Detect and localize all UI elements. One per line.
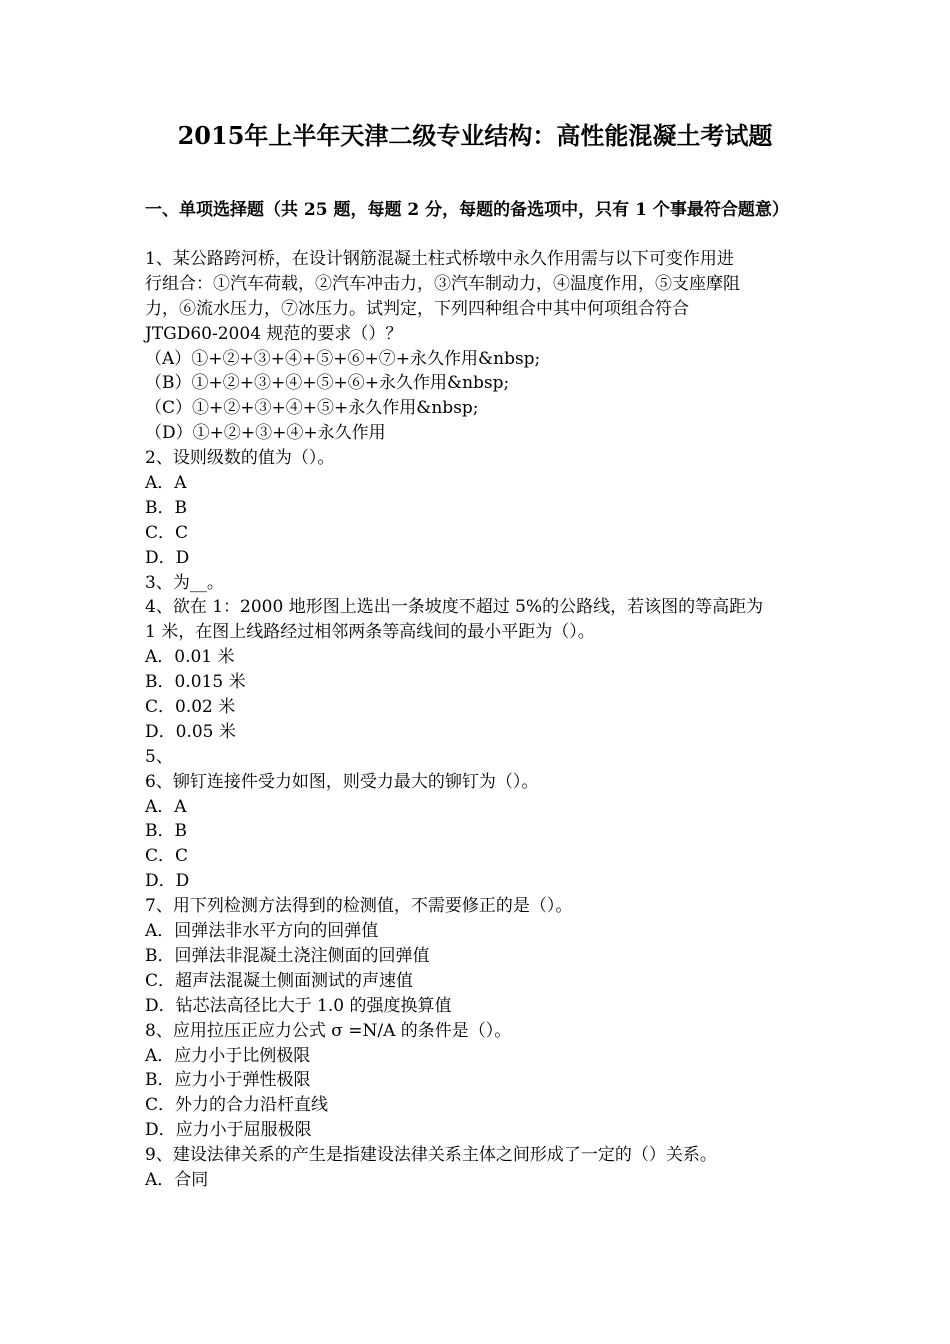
answer-option: C．C	[145, 522, 189, 543]
question-text-line: 5、	[145, 746, 173, 767]
answer-option: D．D	[145, 547, 190, 568]
question-list	[145, 247, 825, 1193]
question-text-line: 2、设则级数的值为（）。	[145, 448, 335, 469]
answer-option: B．B	[145, 821, 187, 842]
answer-option: （A）①+②+③+④+⑤+⑥+⑦+永久作用&nbsp;	[145, 348, 541, 369]
answer-option: A．应力小于比例极限	[145, 1045, 311, 1066]
question-4	[145, 595, 825, 744]
question-text-line: 8、应用拉压正应力公式 σ =N/A 的条件是（）。	[145, 1020, 512, 1041]
question-7	[145, 894, 825, 1018]
question-2	[145, 446, 825, 570]
question-text-line: 4、欲在 1：2000 地形图上选出一条坡度不超过 5%的公路线，若该图的等高距为	[145, 597, 764, 618]
answer-option: C．外力的合力沿杆直线	[145, 1095, 329, 1116]
question-text-line: 9、建设法律关系的产生是指建设法律关系主体之间形成了一定的（）关系。	[145, 1145, 717, 1166]
question-5	[145, 745, 825, 770]
answer-option: A．A	[145, 473, 187, 494]
answer-option: C．超声法混凝土侧面测试的声速值	[145, 970, 414, 991]
answer-option: D．D	[145, 871, 190, 892]
answer-option: D．0.05 米	[145, 721, 236, 742]
answer-option: D．钻芯法高径比大于 1.0 的强度换算值	[145, 995, 452, 1016]
question-text-line: 3、为__。	[145, 572, 224, 593]
answer-option: （D）①+②+③+④+永久作用	[145, 423, 386, 444]
answer-option: C．0.02 米	[145, 697, 236, 718]
answer-option: B．回弹法非混凝土浇注侧面的回弹值	[145, 945, 430, 966]
question-8	[145, 1019, 825, 1143]
answer-option: A．0.01 米	[145, 647, 235, 668]
answer-option: A．回弹法非水平方向的回弹值	[145, 921, 379, 942]
question-1	[145, 247, 825, 446]
document-title: 2015年上半年天津二级专业结构：高性能混凝土考试题	[177, 121, 773, 150]
question-text-line: JTGD60-2004 规范的要求（）？	[145, 323, 403, 344]
answer-option: D．应力小于屈服极限	[145, 1120, 312, 1141]
question-6	[145, 770, 825, 894]
question-3	[145, 571, 825, 596]
answer-option: C．C	[145, 846, 189, 867]
question-text-line: 7、用下列检测方法得到的检测值，不需要修正的是（）。	[145, 896, 573, 917]
answer-option: A．A	[145, 796, 187, 817]
answer-option: B．B	[145, 497, 187, 518]
section-heading: 一、单项选择题（共 25 题，每题 2 分，每题的备选项中，只有 1 个事最符合题意）	[145, 200, 789, 220]
question-text-line: 1、某公路跨河桥，在设计钢筋混凝土柱式桥墩中永久作用需与以下可变作用进	[145, 249, 734, 269]
question-text-line: 力，⑥流水压力，⑦冰压力。试判定，下列四种组合中其中何项组合符合	[145, 298, 689, 319]
answer-option: B．0.015 米	[145, 672, 246, 693]
question-text-line: 6、铆钉连接件受力如图，则受力最大的铆钉为（）。	[145, 771, 539, 792]
answer-option: （C）①+②+③+④+⑤+永久作用&nbsp;	[145, 398, 479, 419]
question-text-line: 行组合：①汽车荷载，②汽车冲击力，③汽车制动力，④温度作用，⑤支座摩阻	[145, 273, 740, 294]
answer-option: B．应力小于弹性极限	[145, 1070, 311, 1091]
question-9	[145, 1143, 825, 1193]
question-text-line: 1 米，在图上线路经过相邻两条等高线间的最小平距为（）。	[145, 622, 595, 643]
answer-option: （B）①+②+③+④+⑤+⑥+永久作用&nbsp;	[145, 373, 510, 394]
answer-option: A．合同	[145, 1169, 209, 1190]
